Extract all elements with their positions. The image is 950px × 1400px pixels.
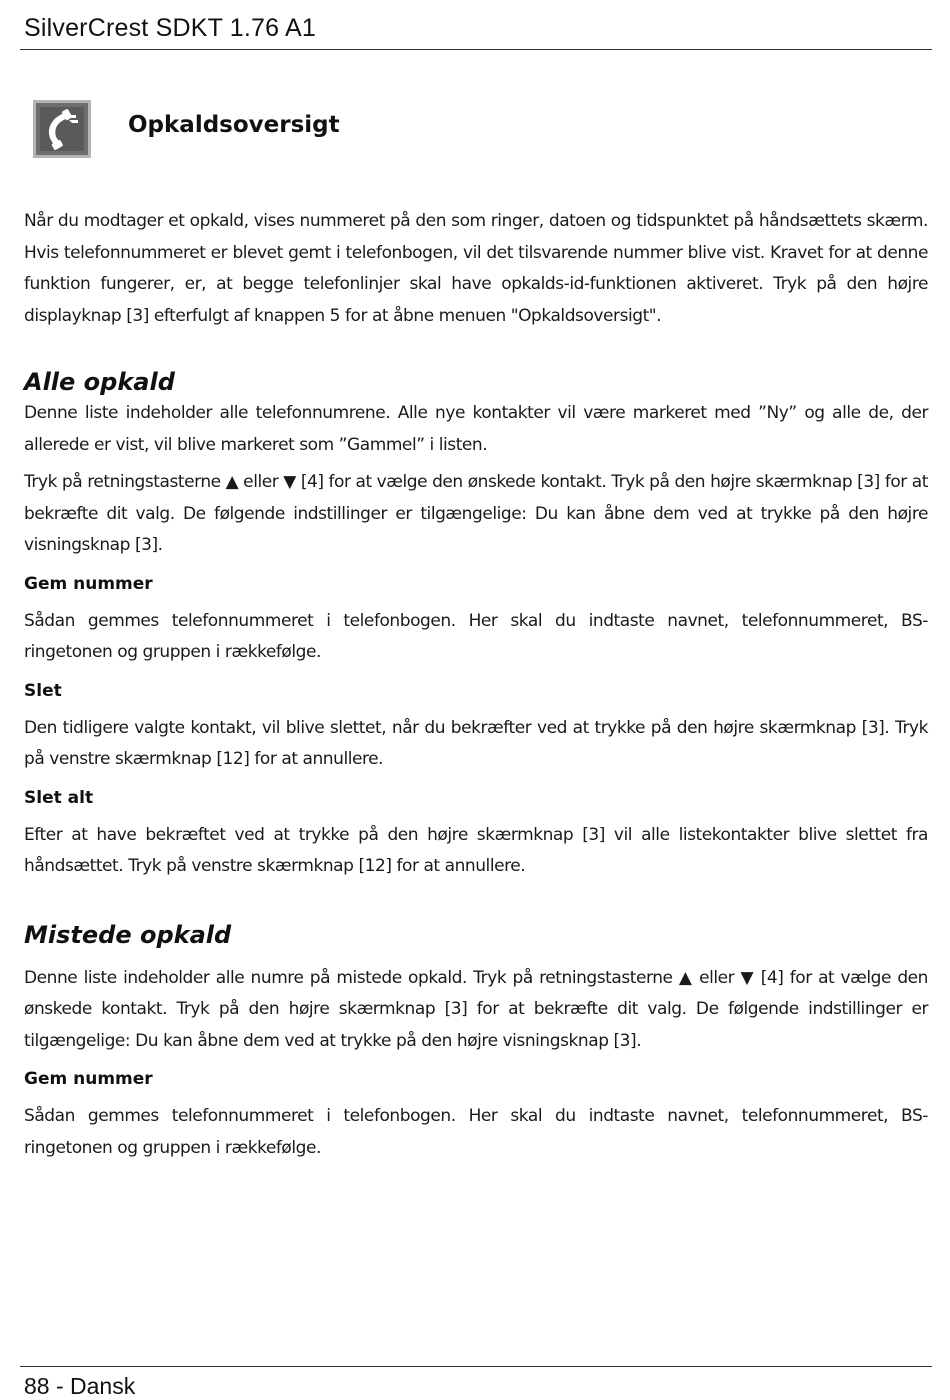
mistede-gem-nummer-text: Sådan gemmes telefonnummeret i telefonbogen. Her skal du indtaste navnet, telefonnummeret, BS-ringetonen og gruppen i rækkefølge.	[24, 1106, 928, 1158]
slet-alt-text: Efter at have bekræftet ved at trykke på den højre skærmknap [3] vil alle listekontakter blive slettet fra håndsættet. Tryk på venstre skærmknap [12] for at annullere.	[24, 824, 928, 876]
phone-call-log-icon	[33, 100, 91, 158]
heading-slet: Slet	[24, 680, 62, 701]
heading-alle-opkald: Alle opkald	[24, 368, 175, 396]
alle-paragraph-2: Tryk på retningstasterne ▲ eller ▼ [4] for at vælge den ønskede kontakt. Tryk på den højre skærmknap [3] for at bekræfte dit valg. De følgende indstillinger er tilgængelige: Du kan åbne dem ved at trykke på den højre visningsknap [3].	[24, 472, 928, 555]
page-footer: 88 - Dansk	[24, 1373, 136, 1399]
heading-gem-nummer: Gem nummer	[24, 573, 153, 594]
document-body	[24, 206, 928, 1164]
document-header-title: SilverCrest SDKT 1.76 A1	[24, 14, 316, 42]
intro-paragraph: Når du modtager et opkald, vises nummeret på den som ringer, datoen og tidspunktet på håndsættets skærm. Hvis telefonnummeret er blevet gemt i telefonbogen, vil det tilsvarende nummer blive vist. Kravet for at denne funktion fungerer, er, at begge telefonlinjer skal have opkalds-id-funktionen aktiveret. Tryk på den højre displayknap [3] efterfulgt af knappen 5 for at åbne menuen "Opkaldsoversigt".	[24, 211, 928, 326]
header-divider	[20, 49, 932, 50]
heading-mistede-opkald: Mistede opkald	[24, 920, 232, 949]
heading-slet-alt: Slet alt	[24, 787, 94, 808]
heading-mistede-gem-nummer: Gem nummer	[24, 1069, 153, 1089]
footer-divider	[20, 1366, 932, 1367]
slet-text: Den tidligere valgte kontakt, vil blive slettet, når du bekræfter ved at trykke på den højre skærmknap [3]. Tryk på venstre skærmknap [12] for at annullere.	[24, 717, 928, 769]
gem-nummer-text: Sådan gemmes telefonnummeret i telefonbogen. Her skal du indtaste navnet, telefonnummeret, BS-ringetonen og gruppen i rækkefølge.	[24, 610, 928, 662]
section-title: Opkaldsoversigt	[128, 112, 340, 138]
mistede-paragraph-1: Denne liste indeholder alle numre på mistede opkald. Tryk på retningstasterne ▲ eller ▼ [4] for at vælge den ønskede kontakt. Tryk på den højre skærmknap [3] for at bekræfte dit valg. De følgende indstillinger er tilgængelige: Du kan åbne dem ved at trykke på den højre visningsknap [3].	[24, 967, 928, 1051]
alle-paragraph-1: Denne liste indeholder alle telefonnumrene. Alle nye kontakter vil være markeret med ”Ny” og alle de, der allerede er vist, vil blive markeret som ”Gammel” i listen.	[24, 403, 928, 455]
